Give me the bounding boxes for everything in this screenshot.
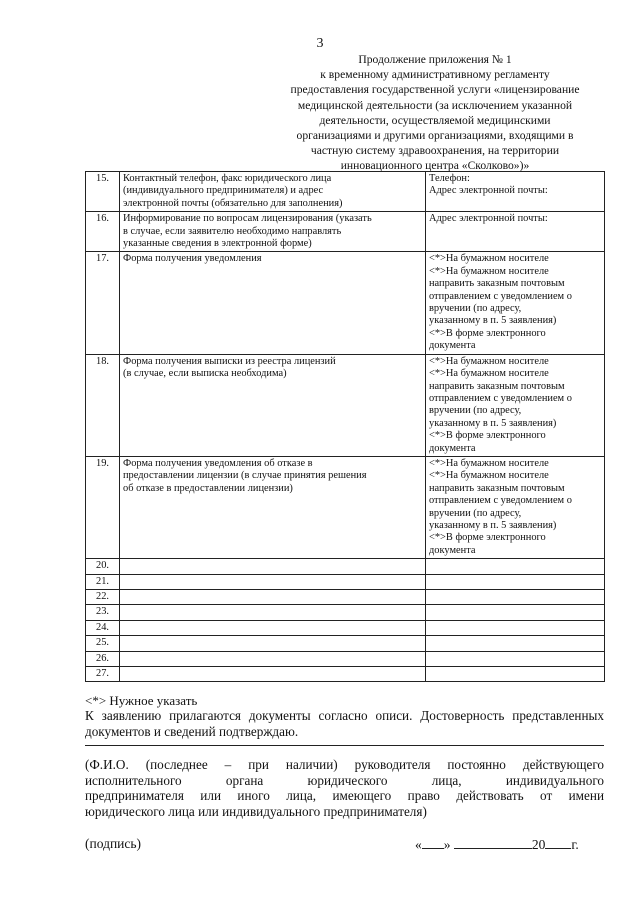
table-row (86, 456, 605, 558)
header-line: деятельности, осуществляемой медицинскими (319, 113, 551, 127)
option-line: <*>В форме электронного (429, 430, 546, 442)
empty-description-cell[interactable] (120, 605, 426, 620)
option-line: <*>На бумажном носителе (429, 265, 549, 277)
row-number: 20. (86, 559, 120, 574)
option-line: <*>На бумажном носителе (429, 470, 549, 482)
row-number: 26. (86, 651, 120, 666)
row-number: 27. (86, 667, 120, 682)
value-line: указанному в п. 5 заявления) (429, 315, 557, 327)
page-number: 3 (316, 36, 324, 51)
option-line: <*>На бумажном носителе (429, 253, 549, 265)
header-line: Продолжение приложения № 1 (358, 53, 512, 66)
value-line: вручении (по адресу, (429, 507, 522, 519)
table-row (86, 354, 605, 456)
value-line: отправлением с уведомлением о (429, 290, 572, 302)
empty-table-row (86, 651, 605, 666)
header-line: частную систему здравоохранения, на территории (310, 144, 560, 158)
value-line: указанному в п. 5 заявления) (429, 417, 557, 429)
row-number: 19. (86, 456, 120, 558)
value-line: направить заказным почтовым (429, 380, 565, 392)
fio-line: исполнительного органа юридического лица, индивидуального (85, 772, 604, 788)
documents-statement: К заявлению прилагаются документы согласно описи. Достоверность представленных документов и сведений подтверждаю. (85, 708, 604, 739)
row-description (120, 252, 426, 354)
date-close-quote: » (443, 837, 451, 852)
option-line: <*>На бумажном носителе (429, 368, 549, 380)
row-value-field[interactable] (426, 354, 605, 456)
date-suffix: г. (571, 837, 579, 852)
value-line: отправлением с уведомлением о (429, 392, 572, 404)
empty-description-cell[interactable] (120, 667, 426, 682)
fio-caption (85, 757, 604, 819)
row-number: 25. (86, 636, 120, 651)
option-line: <*>На бумажном носителе (429, 355, 549, 367)
empty-value-cell[interactable] (426, 636, 605, 651)
empty-value-cell[interactable] (426, 651, 605, 666)
description-line: в случае, если заявителю необходимо направлять (123, 225, 342, 237)
description-line: Форма получения уведомления (123, 253, 262, 265)
value-line: документа (429, 544, 476, 556)
fio-signature-line[interactable] (85, 745, 604, 746)
empty-value-cell[interactable] (426, 667, 605, 682)
date-century: 20 (531, 837, 546, 852)
value-line: направить заказным почтовым (429, 278, 565, 290)
empty-value-cell[interactable] (426, 559, 605, 574)
row-number: 15. (86, 172, 120, 212)
appendix-header (260, 52, 610, 174)
row-number: 23. (86, 605, 120, 620)
value-line: вручении (по адресу, (429, 303, 522, 315)
value-line: отправлением с уведомлением о (429, 495, 572, 507)
value-line: Адрес электронной почты: (429, 213, 548, 225)
date-open-quote: « (415, 837, 422, 852)
date-month-blank[interactable] (454, 836, 532, 849)
empty-value-cell[interactable] (426, 620, 605, 635)
row-number: 18. (86, 354, 120, 456)
row-description (120, 172, 426, 212)
empty-table-row (86, 590, 605, 605)
row-description (120, 354, 426, 456)
option-line: <*>В форме электронного (429, 327, 546, 339)
row-value-field[interactable] (426, 252, 605, 354)
header-line: медицинской деятельности (за исключением указанной (297, 98, 573, 112)
row-number: 22. (86, 590, 120, 605)
row-number: 21. (86, 574, 120, 589)
description-line: Контактный телефон, факс юридического лица (123, 173, 332, 184)
value-line: Телефон: (429, 173, 470, 184)
header-line: предоставления государственной услуги «лицензирование (290, 83, 580, 97)
description-line: Форма получения выписки из реестра лицензий (123, 355, 336, 367)
header-line: организациями и другими организациями, входящими в (296, 129, 574, 143)
table-row (86, 212, 605, 252)
value-line: направить заказным почтовым (429, 482, 565, 494)
empty-description-cell[interactable] (120, 559, 426, 574)
table-row (86, 252, 605, 354)
empty-table-row (86, 559, 605, 574)
option-line: <*>В форме электронного (429, 532, 546, 544)
application-table (85, 171, 605, 682)
empty-description-cell[interactable] (120, 636, 426, 651)
empty-table-row (86, 620, 605, 635)
description-line: указанные сведения в электронной форме) (123, 238, 312, 250)
value-line: указанному в п. 5 заявления) (429, 519, 557, 531)
row-value-field[interactable] (426, 212, 605, 252)
value-line: вручении (по адресу, (429, 405, 522, 417)
description-line: (в случае, если выписка необходима) (123, 368, 287, 380)
empty-table-row (86, 605, 605, 620)
row-value-field[interactable] (426, 172, 605, 212)
empty-description-cell[interactable] (120, 574, 426, 589)
description-line: (индивидуального предпринимателя) и адрес (123, 185, 324, 197)
row-number: 24. (86, 620, 120, 635)
empty-value-cell[interactable] (426, 605, 605, 620)
row-number: 16. (86, 212, 120, 252)
empty-table-row (86, 667, 605, 682)
empty-value-cell[interactable] (426, 574, 605, 589)
empty-table-row (86, 574, 605, 589)
date-day-blank[interactable] (422, 836, 444, 849)
value-line: Адрес электронной почты: (429, 185, 548, 197)
empty-description-cell[interactable] (120, 651, 426, 666)
option-line: <*>На бумажном носителе (429, 457, 549, 469)
fio-line: юридического лица или индивидуального предпринимателя) (85, 803, 427, 819)
date-field[interactable] (415, 836, 579, 853)
row-description (120, 456, 426, 558)
empty-description-cell[interactable] (120, 590, 426, 605)
value-line: документа (429, 340, 476, 352)
value-line: документа (429, 442, 476, 454)
row-value-field[interactable] (426, 456, 605, 558)
row-description (120, 212, 426, 252)
table-row (86, 172, 605, 212)
empty-value-cell[interactable] (426, 590, 605, 605)
signature-label: (подпись) (85, 836, 142, 851)
empty-table-row (86, 636, 605, 651)
fio-line: (Ф.И.О. (последнее – при наличии) руководителя постоянно действующего (85, 757, 604, 772)
date-year-blank[interactable] (545, 836, 571, 849)
row-number: 17. (86, 252, 120, 354)
fio-line: предпринимателя или иного лица, имеющего право действовать от имени (85, 788, 604, 803)
description-line: электронной почты (обязательно для заполнения) (123, 197, 343, 209)
description-line: об отказе в предоставлении лицензии) (123, 482, 293, 494)
footnote-note: <*> Нужное указать (85, 693, 198, 708)
empty-description-cell[interactable] (120, 620, 426, 635)
description-line: предоставлении лицензии (в случае принятия решения (123, 470, 367, 482)
header-line: инновационного центра «Сколково»)» (340, 159, 530, 173)
description-line: Информирование по вопросам лицензирования (указать (123, 213, 372, 225)
description-line: Форма получения уведомления об отказе в (123, 457, 313, 469)
header-line: к временному административному регламенту (320, 68, 550, 82)
